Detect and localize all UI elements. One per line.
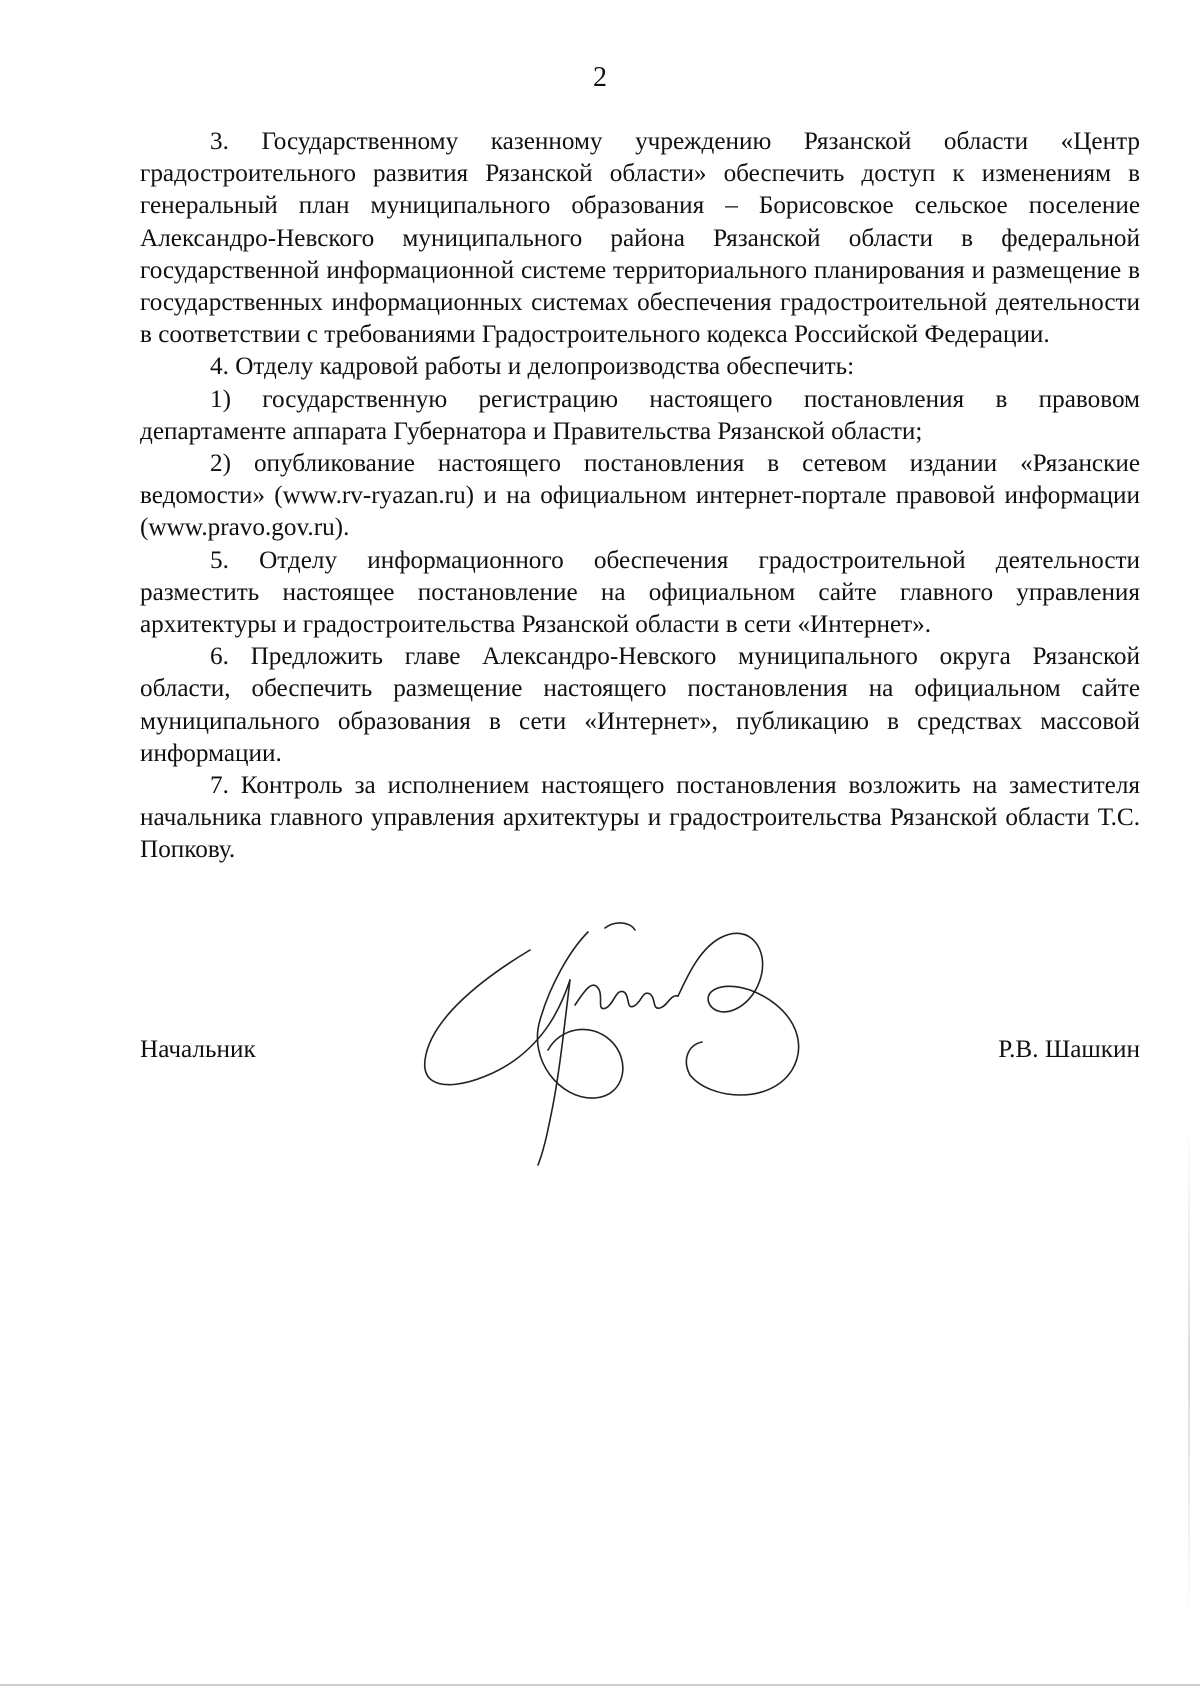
document-body — [140, 126, 1140, 867]
paragraph-6: 6. Предложить главе Александро-Невского муниципального округа Рязанской области, обеспечить размещение настоящего постановления на официальном сайте муниципального образования в сети «Интернет», публикацию в средствах массовой информации. — [140, 643, 1140, 767]
page-number: 2 — [593, 62, 607, 93]
paragraph-4: 4. Отделу кадровой работы и делопроизводства обеспечить: — [210, 353, 855, 381]
scan-bottom-edge — [0, 1684, 1200, 1686]
handwritten-signature — [420, 910, 840, 1170]
scan-edge-artifact — [1188, 1120, 1190, 1620]
paragraph-4-item-1: 1) государственную регистрацию настоящего постановления в правовом департаменте аппарата Губернатора и Правительства Рязанской области; — [140, 385, 1140, 445]
paragraph-5: 5. Отделу информационного обеспечения градостроительной деятельности разместить настоящее постановление на официальном сайте главного управления архитектуры и градостроительства Рязанской области в сети «Интернет». — [140, 546, 1140, 639]
paragraph-4-item-2: 2) опубликование настоящего постановления в сетевом издании «Рязанские ведомости» (www.rv-ryazan.ru) и на официальном интернет-портале правовой информации (www.pravo.gov.ru). — [140, 450, 1140, 542]
paragraph-3: 3. Государственному казенному учреждению Рязанской области «Центр градостроительного развития Рязанской области» обеспечить доступ к изменениям в генеральный план муниципального образования – Борисовское сельское поселение Александро-Невского муниципального района Рязанской области в федеральной государственной информационной системе территориального планирования и размещение в государственных информационных системах обеспечения градостроительной деятельности в соответствии с требованиями Градостроительного кодекса Российской Федерации. — [140, 128, 1140, 349]
signer-name: Р.В. Шашкин — [998, 1036, 1140, 1063]
signer-position: Начальник — [140, 1036, 256, 1063]
paragraph-7: 7. Контроль за исполнением настоящего постановления возложить на заместителя начальника главного управления архитектуры и градостроительства Рязанской области Т.С. Попкову. — [140, 772, 1140, 864]
